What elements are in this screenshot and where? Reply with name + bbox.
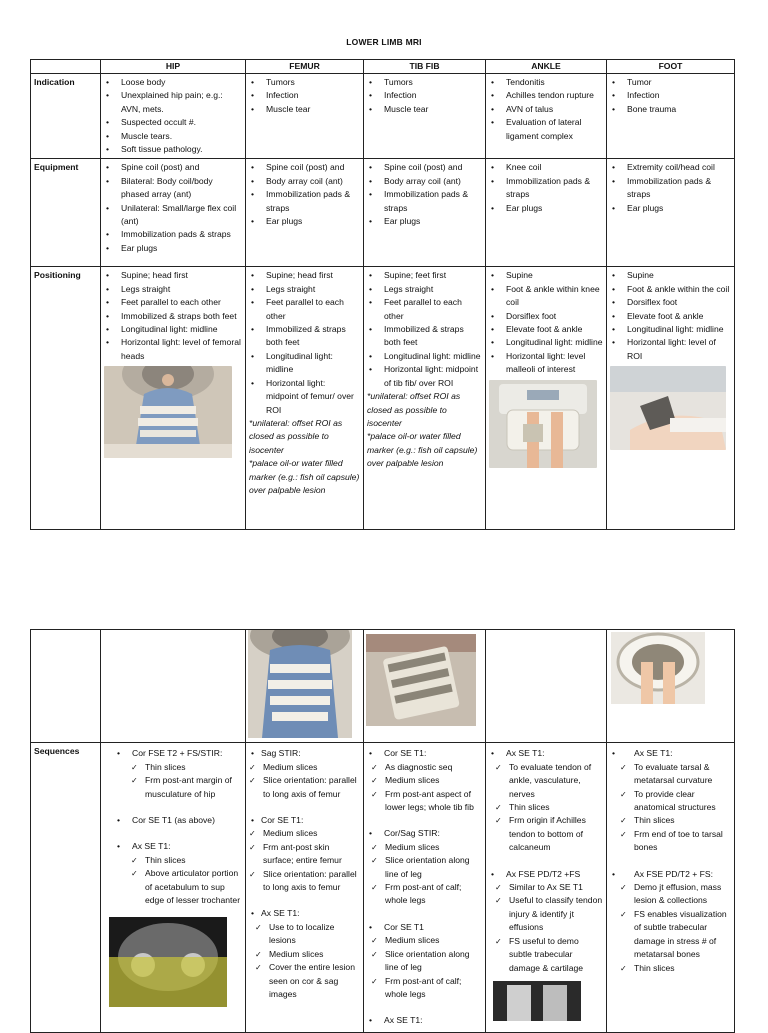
cell-sequences-femur: [246, 743, 364, 1033]
sequence-name: • Ax SE T1:: [610, 747, 731, 760]
list-item: ✓ Slice orientation along line of leg: [371, 948, 482, 975]
cell-positioning-foot: [607, 267, 735, 530]
list-item: ✓ Above articulator portion of acetabulum to sup edge of lesser trochanter: [131, 867, 242, 907]
hip-positioning-photo: [104, 366, 232, 458]
header-row: [31, 60, 735, 74]
list-item: • Immobilization pads & straps: [489, 175, 603, 202]
cell-sequences-foot: [607, 743, 735, 1033]
cell-image-femur: [246, 630, 364, 743]
list-item: • Feet parallel to each other: [249, 296, 360, 323]
sequence-name: • Cor/Sag STIR:: [367, 827, 482, 840]
list-item: • Unilateral: Small/large flex coil (ant): [104, 202, 242, 229]
row-label-sequences: Sequences: [31, 743, 101, 1033]
list-item: • Supine: [610, 269, 731, 282]
list-item: • Supine; head first: [104, 269, 242, 282]
list-item: • Immobilized & straps both feet: [104, 310, 242, 323]
list-item: • Muscle tear: [367, 103, 482, 116]
positioning-row: [31, 267, 735, 530]
list-item: • Tumors: [367, 76, 482, 89]
empty-cell: [31, 630, 101, 743]
list-item: • Supine; feet first: [367, 269, 482, 282]
list-item: • Evaluation of lateral ligament complex: [489, 116, 603, 143]
foot-positioning-photo: [610, 366, 726, 450]
row-label-indication: Indication: [31, 74, 101, 159]
list-item: • Longitudinal light: midline: [249, 350, 360, 377]
list-item: ✓ Thin slices: [131, 854, 242, 867]
sequence-name: • Ax SE T1:: [249, 907, 360, 920]
hip-mri-image: [109, 917, 227, 1007]
list-item: ✓ Frm post-ant margin of musculature of hip: [131, 774, 242, 801]
list-item: • Ear plugs: [367, 215, 482, 228]
list-item: • Tumors: [249, 76, 360, 89]
list-item: • Loose body: [104, 76, 242, 89]
list-item: ✓ Thin slices: [620, 962, 731, 975]
sequence-name: • Ax SE T1:: [489, 747, 603, 760]
list-item: ✓ Frm end of toe to tarsal bones: [620, 828, 731, 855]
cell-image-foot: [607, 630, 735, 743]
cell-equipment-hip: [101, 159, 246, 267]
list-item: • Immobilization pads & straps: [104, 228, 242, 241]
list-item: ✓ To provide clear anatomical structures: [620, 788, 731, 815]
list-item: • Longitudinal light: midline: [489, 336, 603, 349]
list-item: • Tumor: [610, 76, 731, 89]
list-item: • Bone trauma: [610, 103, 731, 116]
list-item: • Elevate foot & ankle: [610, 310, 731, 323]
header-hip: HIP: [101, 60, 246, 74]
list-item: • Longitudinal light: midline: [367, 350, 482, 363]
list-item: ✓ Medium slices: [249, 761, 360, 774]
sequences-row: [31, 743, 735, 1033]
list-item: • Tendonitis: [489, 76, 603, 89]
list-item: • Immobilization pads & straps: [249, 188, 360, 215]
list-item: • Spine coil (post) and: [249, 161, 360, 174]
sequence-name: • Cor SE T1:: [367, 747, 482, 760]
cell-indication-femur: [246, 74, 364, 159]
cell-equipment-ankle: [486, 159, 607, 267]
list-item: • Body array coil (ant): [249, 175, 360, 188]
list-item: • Longitudinal light: midline: [104, 323, 242, 336]
image-row: [31, 630, 735, 743]
cell-positioning-femur: [246, 267, 364, 530]
cell-equipment-foot: [607, 159, 735, 267]
sequence-name: • Cor SE T1:: [249, 814, 360, 827]
corner-cell: [31, 60, 101, 74]
list-item: ✓ As diagnostic seq: [371, 761, 482, 774]
list-item: ✓ Frm post-ant of calf; whole legs: [371, 881, 482, 908]
list-item: • Feet parallel to each other: [367, 296, 482, 323]
list-item: • Spine coil (post) and: [104, 161, 242, 174]
list-item: ✓ Medium slices: [249, 827, 360, 840]
list-item: ✓ Slice orientation: parallel to long axis of femur: [249, 774, 360, 801]
sequence-name: • Ax FSE PD/T2 +FS: [489, 868, 603, 881]
cell-indication-tibfib: [364, 74, 486, 159]
list-item: • Legs straight: [249, 283, 360, 296]
sequence-name: • Cor FSE T2 + FS/STIR:: [115, 747, 242, 760]
list-item: ✓ Cover the entire lesion seen on cor & sag images: [255, 961, 360, 1001]
list-item: • Infection: [249, 89, 360, 102]
list-item: • Ear plugs: [104, 242, 242, 255]
list-item: ✓ To evaluate tendon of ankle, vasculature, nerves: [495, 761, 603, 801]
list-item: ✓ FS useful to demo subtle trabecular damage & cartilage: [495, 935, 603, 975]
list-item: ✓ Frm ant-post skin surface; entire femur: [249, 841, 360, 868]
femur-positioning-photo: [248, 630, 352, 738]
list-item: ✓ Medium slices: [255, 948, 360, 961]
list-item: • Bilateral: Body coil/body phased array (ant): [104, 175, 242, 202]
list-item: • Feet parallel to each other: [104, 296, 242, 309]
list-item: • Legs straight: [104, 283, 242, 296]
list-item: • Horizontal light: level of ROI: [610, 336, 731, 363]
list-item: • Horizontal light: level malleoli of interest: [489, 350, 603, 377]
sequence-name: • Ax SE T1:: [367, 1014, 482, 1027]
list-item: ✓ Use to to localize lesions: [255, 921, 360, 948]
sequence-name: • Cor SE T1 (as above): [115, 814, 242, 827]
indication-row: [31, 74, 735, 159]
list-item: • Muscle tears.: [104, 130, 242, 143]
list-item: ✓ Frm post-ant of calf; whole legs: [371, 975, 482, 1002]
list-item: ✓ Thin slices: [495, 801, 603, 814]
list-item: • Horizontal light: level of femoral heads: [104, 336, 242, 363]
list-item: • Supine: [489, 269, 603, 282]
header-ankle: ANKLE: [486, 60, 607, 74]
list-item: • Dorsiflex foot: [489, 310, 603, 323]
list-item: ✓ To evaluate tarsal & metatarsal curvature: [620, 761, 731, 788]
list-item: • Foot & ankle within the coil: [610, 283, 731, 296]
row-label-equipment: Equipment: [31, 159, 101, 267]
empty-cell: [101, 630, 246, 743]
list-item: • Achilles tendon rupture: [489, 89, 603, 102]
list-item: • Ear plugs: [610, 202, 731, 215]
list-item: • Horizontal light: midpoint of femur/ over ROI: [249, 377, 360, 417]
list-item: • Unexplained hip pain; e.g.: AVN, mets.: [104, 89, 242, 116]
list-item: ✓ Thin slices: [620, 814, 731, 827]
list-item: ✓ Useful to classify tendon injury & identify jt effusions: [495, 894, 603, 934]
list-item: • Supine; head first: [249, 269, 360, 282]
list-item: ✓ Frm post-ant aspect of lower legs; whole tib fib: [371, 788, 482, 815]
cell-sequences-hip: [101, 743, 246, 1033]
header-tibfib: TIB FIB: [364, 60, 486, 74]
note-text: *unilateral: offset ROI as closed as possible to isocenter: [249, 417, 343, 455]
sequence-name: • Cor SE T1: [367, 921, 482, 934]
list-item: • Immobilized & straps both feet: [249, 323, 360, 350]
note-text: *unilateral: offset ROI as closed as possible to isocenter: [367, 391, 461, 428]
list-item: ✓ Demo jt effusion, mass lesion & collections: [620, 881, 731, 908]
ankle-mri-image: [493, 981, 581, 1021]
list-item: • Legs straight: [367, 283, 482, 296]
page-title: LOWER LIMB MRI: [346, 37, 422, 47]
cell-equipment-tibfib: [364, 159, 486, 267]
equipment-row: [31, 159, 735, 267]
protocol-table: [30, 59, 735, 530]
list-item: ✓ FS enables visualization of subtle trabecular damage in stress # of metatarsal bones: [620, 908, 731, 962]
ankle-positioning-photo: [489, 380, 597, 468]
foot-coil-photo: [611, 632, 705, 704]
list-item: ✓ Similar to Ax SE T1: [495, 881, 603, 894]
cell-indication-ankle: [486, 74, 607, 159]
cell-positioning-tibfib: [364, 267, 486, 530]
cell-image-tibfib: [364, 630, 486, 743]
header-femur: FEMUR: [246, 60, 364, 74]
note-text: *palace oil-or water filled marker (e.g.: fish oil capsule) over palpable lesion: [249, 458, 360, 495]
list-item: ✓ Slice orientation: parallel to long axis to femur: [249, 868, 360, 895]
header-foot: FOOT: [607, 60, 735, 74]
list-item: • Infection: [367, 89, 482, 102]
empty-cell: [486, 630, 607, 743]
list-item: • Ear plugs: [489, 202, 603, 215]
list-item: ✓ Thin slices: [131, 761, 242, 774]
list-item: • Dorsiflex foot: [610, 296, 731, 309]
cell-indication-foot: [607, 74, 735, 159]
cell-positioning-ankle: [486, 267, 607, 530]
tibfib-positioning-photo: [366, 634, 476, 726]
list-item: • Spine coil (post) and: [367, 161, 482, 174]
list-item: ✓ Medium slices: [371, 774, 482, 787]
list-item: • Horizontal light: midpoint of tib fib/ over ROI: [367, 363, 482, 390]
list-item: • AVN of talus: [489, 103, 603, 116]
list-item: • Extremity coil/head coil: [610, 161, 731, 174]
list-item: • Immobilized & straps both feet: [367, 323, 482, 350]
list-item: • Infection: [610, 89, 731, 102]
cell-sequences-ankle: [486, 743, 607, 1033]
sequence-name: • Sag STIR:: [249, 747, 360, 760]
list-item: ✓ Medium slices: [371, 841, 482, 854]
list-item: • Knee coil: [489, 161, 603, 174]
cell-positioning-hip: [101, 267, 246, 530]
cell-sequences-tibfib: [364, 743, 486, 1033]
list-item: • Body array coil (ant): [367, 175, 482, 188]
cell-equipment-femur: [246, 159, 364, 267]
row-label-positioning: Positioning: [31, 267, 101, 530]
list-item: ✓ Frm origin if Achilles tendon to bottom of calcaneum: [495, 814, 603, 854]
sequences-table: [30, 629, 735, 1033]
list-item: • Ear plugs: [249, 215, 360, 228]
sequence-name: • Ax SE T1:: [115, 840, 242, 853]
list-item: • Muscle tear: [249, 103, 360, 116]
list-item: • Elevate foot & ankle: [489, 323, 603, 336]
list-item: • Immobilization pads & straps: [367, 188, 482, 215]
sequence-name: • Ax FSE PD/T2 + FS:: [610, 868, 731, 881]
list-item: • Immobilization pads & straps: [610, 175, 731, 202]
list-item: ✓ Slice orientation along line of leg: [371, 854, 482, 881]
note-text: *palace oil-or water filled marker (e.g.: fish oil capsule) over palpable lesion: [367, 431, 478, 469]
list-item: • Foot & ankle within knee coil: [489, 283, 603, 310]
list-item: • Longitudinal light: midline: [610, 323, 731, 336]
list-item: ✓ Medium slices: [371, 934, 482, 947]
list-item: • Soft tissue pathology.: [104, 143, 242, 156]
list-item: • Suspected occult #.: [104, 116, 242, 129]
cell-indication-hip: [101, 74, 246, 159]
